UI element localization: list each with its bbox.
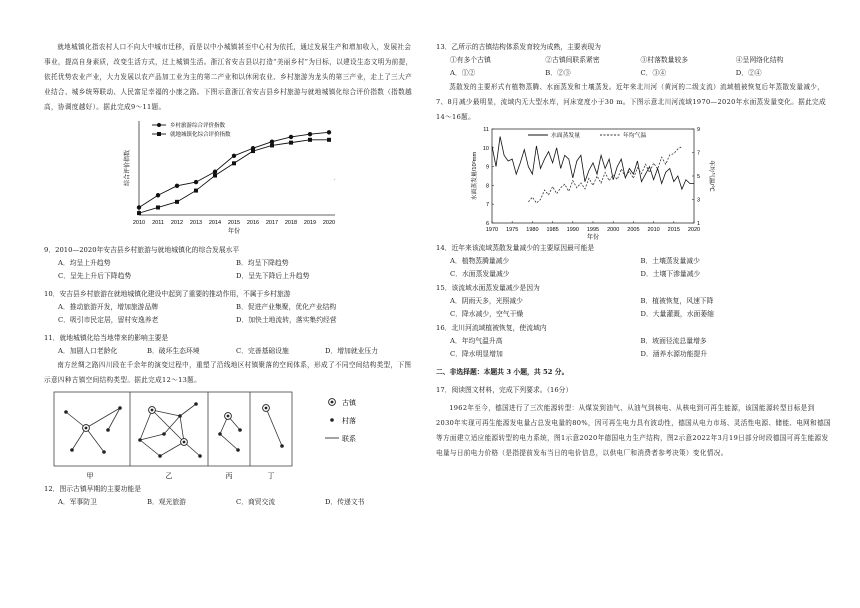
series-line-2 [139, 140, 329, 213]
y2-tick-label: 3 [697, 197, 701, 204]
village-marker [178, 414, 182, 418]
village-marker [102, 450, 106, 454]
q9-option-a[interactable]: A．均呈上升趋势 [58, 259, 111, 267]
q12-option-d[interactable]: D．传递文书 [325, 498, 365, 506]
x-axis-label: 年份 [227, 229, 241, 235]
plot-frame [492, 129, 694, 223]
x-tick-label: 2010 [132, 220, 146, 226]
legend-label-evaporation: 水面蒸发量 [551, 133, 580, 139]
x-tick-label: 2012 [170, 220, 184, 226]
panel-label-jia: 甲 [86, 473, 94, 480]
diagram-town-structures [44, 390, 414, 482]
question-12-stem: 12．图示古镇早期的主要功能是 [44, 485, 142, 493]
data-point-rural-tourism [137, 205, 141, 209]
q11-option-c[interactable]: C．完善基础设施 [236, 347, 289, 355]
legend-label-temperature: 年均气温 [623, 133, 647, 139]
x-tick-label: 2018 [284, 220, 298, 226]
section-heading-nonchoice: 二、非选择题：本题共 3 小题，共 52 分。 [436, 368, 569, 376]
data-point-urbanization [194, 189, 198, 193]
y2-tick-label: 5 [697, 174, 701, 180]
q13-item-4: ④呈网络化结构 [735, 56, 784, 64]
question-10-options [44, 301, 414, 327]
question-15-options [436, 295, 831, 321]
data-point-urbanization [213, 174, 217, 178]
data-point-rural-tourism [289, 135, 293, 139]
legend-label: 乡村旅游综合评价指数 [170, 123, 226, 129]
q14-option-c[interactable]: C．水面蒸发量减少 [450, 270, 510, 278]
intro-paragraph-ancient-town: 南方丝绸之路四川段在千余年的演变过程中，重塑了沿线地区村镇聚落的空间体系，形成了不同空间结构类型，下图示意四种古镇空间结构类型。据此完成12～13题。 [44, 361, 412, 384]
data-point-urbanization [175, 200, 179, 204]
ancient-town-marker [183, 441, 186, 444]
x-tick-label: 2014 [208, 220, 222, 226]
legend-village-label: 村落 [342, 418, 356, 425]
legend-village-symbol [330, 418, 334, 422]
data-point-rural-tourism [308, 132, 312, 136]
data-point-urbanization [327, 138, 331, 142]
diagram-town-structures-svg [44, 390, 414, 482]
y-tick-label: 8 [485, 183, 489, 190]
question-16-options [436, 335, 831, 361]
x-tick-label: 2019 [303, 220, 317, 226]
q9-option-b[interactable]: B．均呈下降趋势 [236, 259, 289, 267]
q9-option-d[interactable]: D．呈先下降后上升趋势 [236, 272, 310, 280]
y-tick-label: 6 [485, 221, 489, 227]
data-point-rural-tourism [194, 180, 198, 184]
question-15-stem: 15．该流域水面蒸发量减少是因为 [436, 284, 540, 292]
panel-jia-links [66, 408, 120, 452]
q12-option-a[interactable]: A．军事防卫 [58, 498, 97, 506]
x-tick-label: 2016 [246, 220, 260, 226]
panel-ding-links [266, 408, 282, 446]
question-17-material: 1962年至今，德国进行了三次能源转型：从煤炭到油气、从油气到核电、从核电到可再生能源，该国能源转型目标是到2030年实现可再生能源发电量占总发电量的80%，因可再生电力具有波动性，德国从电力市场、灵活性电源、储能、电网和德国等方面建立适应能源转型的电力系统，图1示意2020年德国电力生产结构，图2示意2022年3月19日部分时段德国可再生能源发电量与日前电力价格（是指提前发布当日的电价信息，以供电厂和消费者参考决策）变化情况。 [436, 404, 831, 457]
q13-item-1: ①有多个古镇 [450, 56, 491, 64]
question-14-stem: 14．近年来该流域蒸散发量减少的主要原因最可能是 [436, 244, 595, 252]
data-point-rural-tourism [213, 170, 217, 174]
x-tick-label: 2005 [627, 227, 640, 233]
question-13-options [436, 67, 831, 80]
question-11-stem: 11．就地城镇化给当地带来的影响主要是 [44, 334, 169, 342]
x-tick-label: 2013 [189, 220, 203, 226]
data-point-rural-tourism [270, 139, 274, 143]
y-tick-label: 10 [482, 145, 489, 152]
x-tick-label: 2015 [227, 220, 241, 226]
ancient-town-marker [151, 409, 154, 412]
village-marker [280, 444, 284, 448]
chart-rural-tourism-svg [44, 115, 414, 235]
panel-label-bing: 丙 [225, 473, 233, 480]
question-17-stem: 17．阅读图文材料，完成下列要求。（16分） [436, 386, 573, 394]
y-tick-label: 7 [485, 202, 489, 209]
q15-option-d[interactable]: D．大量灌溉，水面萎缩 [640, 310, 714, 318]
question-10-stem: 10．安吉县乡村旅游在就地城镇化建设中起到了重要的推动作用，不属于乡村旅游 [44, 290, 291, 298]
stray-dot: · [334, 177, 336, 183]
y-tick-label: 11 [483, 127, 489, 133]
x-tick-label: 1970 [485, 227, 499, 233]
village-marker [236, 448, 240, 452]
series-line-temperature [528, 147, 682, 203]
x-tick-label: 2017 [265, 220, 279, 226]
x-tick-label: 2010 [647, 227, 660, 233]
data-point-urbanization [156, 205, 160, 209]
series-line-1 [139, 132, 329, 207]
right-column [436, 40, 831, 461]
village-marker [198, 454, 202, 458]
y-axis-label: 综合评价指数 [125, 149, 131, 187]
data-point-urbanization [289, 141, 293, 145]
q14-option-d[interactable]: D．土壤下渗量减少 [640, 270, 701, 278]
question-9-options [44, 257, 414, 283]
data-point-rural-tourism [156, 193, 160, 197]
q15-option-c[interactable]: C．降水减少，空气干燥 [450, 310, 524, 318]
village-marker [238, 428, 242, 432]
panel-label-yi: 乙 [165, 473, 173, 480]
y-axis-label: 水面蒸发量/10²mm [472, 151, 478, 201]
x-tick-label: 1995 [586, 227, 600, 233]
y2-tick-label: 1 [697, 221, 701, 227]
q16-option-a[interactable]: A．年均气温升高 [450, 337, 503, 345]
panel-bing-links [220, 416, 240, 450]
question-16-stem: 16．北川河流域植被恢复，使流域内 [436, 324, 547, 332]
village-marker [70, 448, 74, 452]
q16-option-d[interactable]: D．涵养水源功能提升 [640, 350, 708, 358]
question-11-options [44, 345, 414, 358]
intro-paragraph-evaporation: 蒸散发的主要形式有植物蒸腾、水面蒸发和土壤蒸发。近年来北川河（黄河的二级支流）流域植被恢复后年蒸散发量减少，7、8月减少最明显，流域内无大型水库，河床宽度小于30 m。下图示意北川河流域1970—2020年水面蒸发量变化。据此完成14～16题。 [436, 83, 826, 121]
village-marker [194, 402, 198, 406]
legend-marker-square [157, 132, 161, 136]
q10-option-d[interactable]: D．加快土地流转，落实集约经营 [236, 316, 337, 324]
data-point-urbanization [137, 211, 141, 215]
q14-option-a[interactable]: A．植物蒸腾量减少 [450, 257, 510, 265]
q13-option-c[interactable]: C．③④ [640, 69, 667, 77]
q9-option-c[interactable]: C．呈先上升后下降趋势 [58, 272, 132, 280]
data-point-rural-tourism [327, 130, 331, 134]
x-tick-label: 2020 [687, 227, 701, 233]
village-marker [158, 454, 162, 458]
question-13-items [436, 54, 831, 67]
left-column [44, 40, 414, 509]
data-point-urbanization [308, 138, 312, 142]
x-tick-label: 1980 [526, 227, 539, 233]
legend-town-label: 古镇 [342, 400, 356, 407]
q10-option-a[interactable]: A．推动旅游开发，增加旅游品牌 [58, 303, 159, 311]
q13-item-2: ②古镇间联系紧密 [545, 56, 600, 64]
x-tick-label: 2011 [152, 220, 164, 226]
legend-marker-circle [157, 123, 161, 127]
village-marker [106, 428, 110, 432]
village-marker [218, 432, 222, 436]
series-line-evaporation [492, 137, 694, 190]
q11-option-a[interactable]: A．加剧人口老龄化 [58, 347, 118, 355]
y-tick-label: 9 [485, 164, 489, 171]
x-axis-label: 年份 [586, 235, 600, 241]
question-13-stem: 13．乙所示的古镇结构体系发育较为成熟，主要表现为 [436, 43, 601, 51]
q15-option-b[interactable]: B．植被恢复，风速下降 [640, 297, 714, 305]
question-14-options [436, 255, 831, 281]
q10-option-c[interactable]: C．吸引市民定居，留村安逸养老 [58, 316, 159, 324]
legend-link-label: 联系 [342, 436, 356, 443]
q13-option-b[interactable]: B．②③ [545, 69, 571, 77]
q13-item-3: ③村落数量较多 [640, 56, 689, 64]
data-point-rural-tourism [175, 184, 179, 188]
chart-rural-tourism [44, 115, 414, 235]
intro-paragraph-rural-tourism: 就地城镇化指农村人口不向大中城市迁移，而是以中小城镇甚至中心村为依托，通过发展生产和增加收入，发展社会事业，提高自身素质，改变生活方式，过上城镇生活。浙江省安吉县以打造“美丽乡村”为目标，以建设生态文明为前提，依托优势农业产业，大力发展以农产品加工业为主的第二产业和以休闲农业、乡村旅游为龙头的第三产业，走上了三大产业结合、城乡统筹联动、人民富足幸福的小康之路。下图示意浙江省安吉县乡村旅游与就地城镇化综合评价指数（指数越高，协调度越好）。据此完成9～11题。 [44, 43, 413, 111]
x-tick-label: 2000 [607, 227, 620, 233]
q13-option-d[interactable]: D．②④ [735, 69, 762, 77]
x-tick-label: 1975 [506, 227, 519, 233]
q16-option-b[interactable]: B．坡面径流总量增多 [640, 337, 707, 345]
q16-option-c[interactable]: C．降水明显增加 [450, 350, 503, 358]
y2-tick-label: 7 [697, 150, 701, 157]
data-point-urbanization [270, 143, 274, 147]
ancient-town-marker [227, 415, 230, 418]
q11-option-d[interactable]: D．增加就业压力 [325, 347, 379, 355]
village-marker [138, 438, 142, 442]
y2-axis-label: 年均气温/℃ [708, 160, 714, 192]
x-tick-label: 2020 [322, 220, 336, 226]
q11-option-b[interactable]: B．破坏生态环境 [147, 347, 200, 355]
chart-evaporation-svg [436, 125, 831, 241]
y2-tick-label: 9 [697, 127, 701, 133]
q10-option-b[interactable]: B．促进产业集聚，优化产业结构 [236, 303, 337, 311]
question-9-stem: 9．2010—2020年安吉县乡村旅游与就地城镇化的综合发展水平 [44, 246, 240, 254]
q12-option-c[interactable]: C．商贸交流 [236, 498, 276, 506]
ancient-town-marker [85, 427, 88, 430]
q13-option-a[interactable]: A．①② [450, 69, 476, 77]
ancient-town-marker [265, 407, 268, 410]
q15-option-a[interactable]: A．阴雨天多，光照减少 [450, 297, 523, 305]
legend-town-symbol [331, 401, 334, 404]
village-marker [64, 410, 68, 414]
x-tick-label: 2015 [667, 227, 680, 233]
x-tick-label: 1985 [546, 227, 559, 233]
x-tick-label: 1990 [566, 227, 579, 233]
data-point-urbanization [251, 149, 255, 153]
q12-option-b[interactable]: B．观光旅游 [147, 498, 186, 506]
panel-label-ding: 丁 [267, 473, 275, 480]
village-marker [162, 432, 166, 436]
data-point-rural-tourism [232, 154, 236, 158]
q14-option-b[interactable]: B．土壤蒸发量减少 [640, 257, 700, 265]
chart-evaporation [436, 125, 831, 241]
legend-label: 就地城镇化综合评价指数 [170, 132, 231, 138]
data-point-urbanization [232, 161, 236, 165]
question-12-options [44, 496, 414, 509]
village-marker [118, 406, 122, 410]
